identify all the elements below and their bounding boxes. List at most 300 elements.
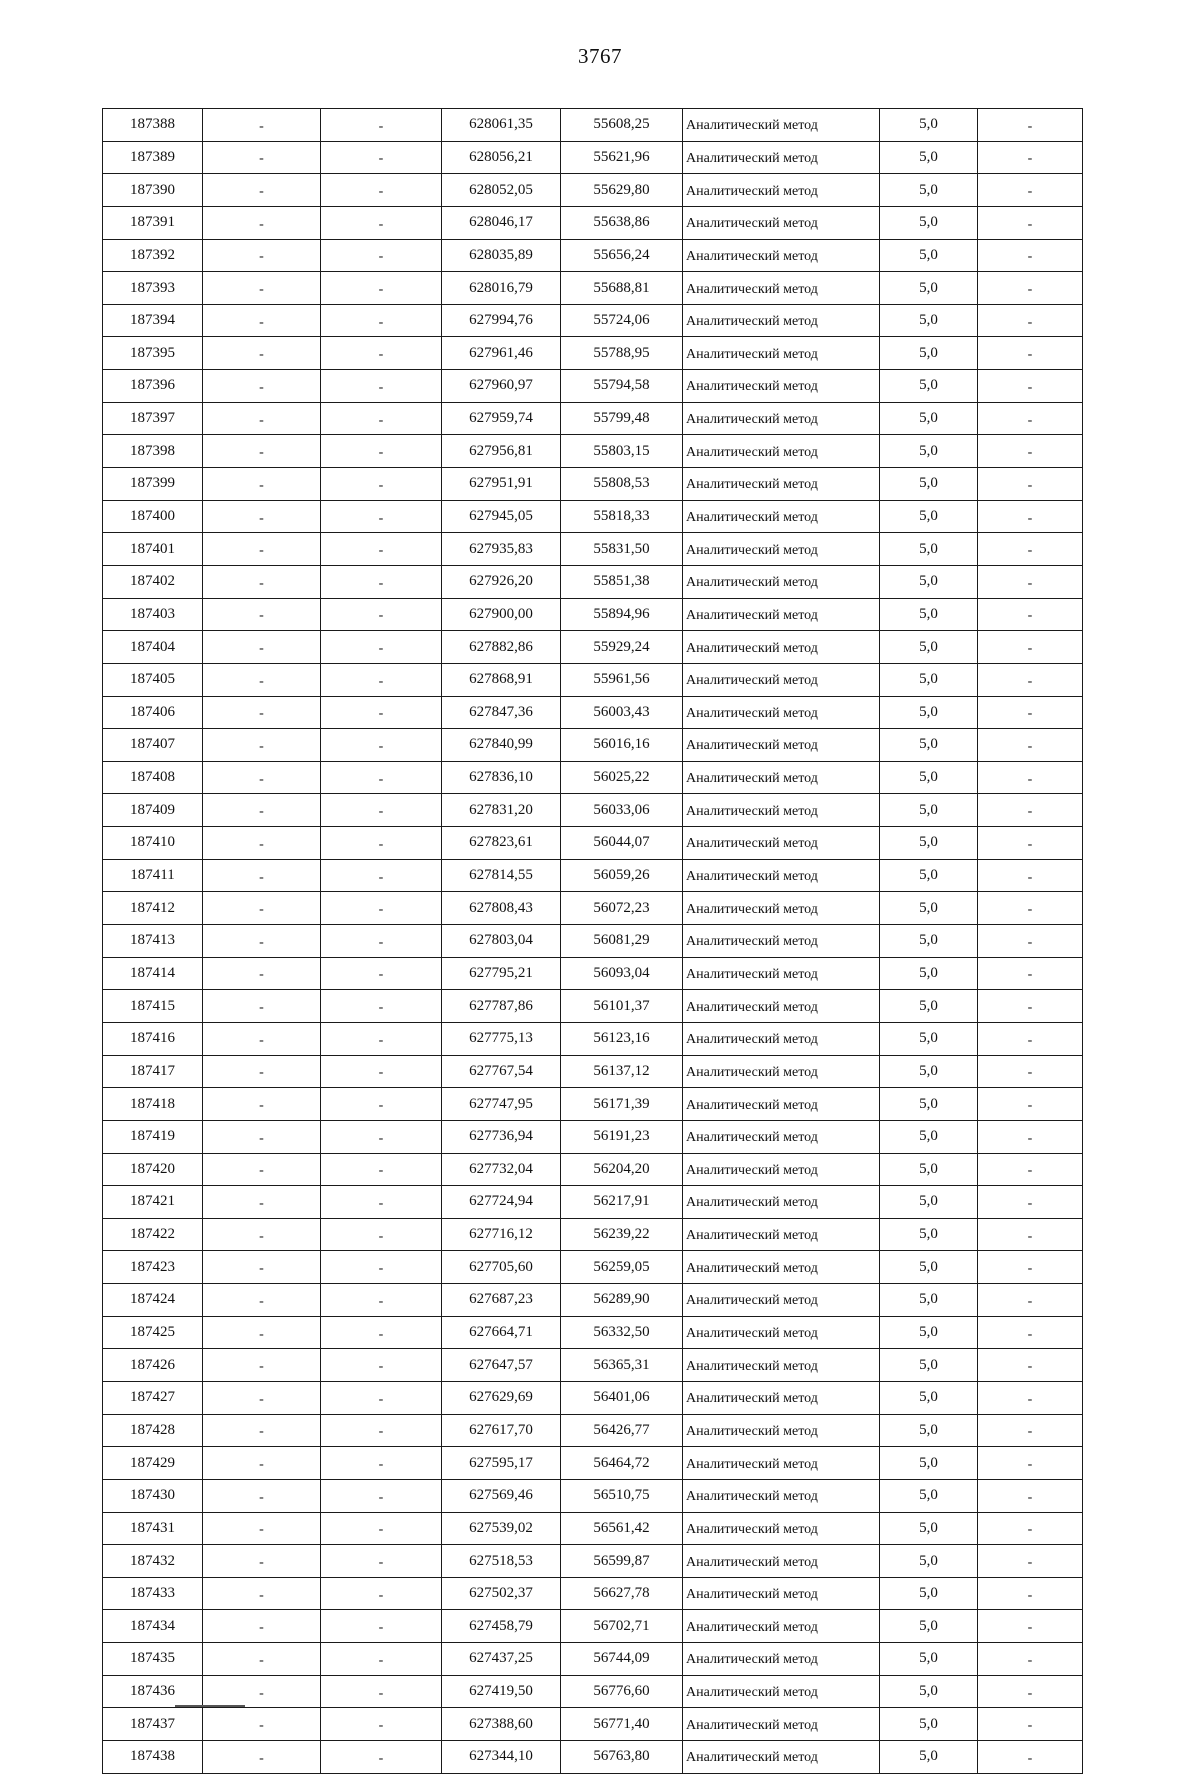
- empty-cell-c: -: [978, 1479, 1083, 1512]
- table-row: [103, 761, 1083, 794]
- x-coordinate-cell: 628056,21: [442, 141, 561, 174]
- empty-cell-b: -: [321, 1120, 442, 1153]
- empty-cell-c: -: [978, 1545, 1083, 1578]
- x-coordinate-cell: 627767,54: [442, 1055, 561, 1088]
- empty-cell-a: -: [203, 1545, 321, 1578]
- empty-cell-c: -: [978, 1741, 1083, 1774]
- empty-cell-c: -: [978, 631, 1083, 664]
- empty-cell-a: -: [203, 663, 321, 696]
- empty-cell-c: -: [978, 468, 1083, 501]
- empty-cell-b: -: [321, 1022, 442, 1055]
- accuracy-cell: 5,0: [880, 1153, 978, 1186]
- empty-cell-c: -: [978, 109, 1083, 142]
- x-coordinate-cell: 627419,50: [442, 1675, 561, 1708]
- x-coordinate-cell: 627787,86: [442, 990, 561, 1023]
- empty-cell-a: -: [203, 827, 321, 860]
- empty-cell-b: -: [321, 631, 442, 664]
- method-cell: Аналитический метод: [683, 1708, 880, 1741]
- point-number-cell: 187397: [103, 402, 203, 435]
- x-coordinate-cell: 627502,37: [442, 1577, 561, 1610]
- empty-cell-a: -: [203, 1186, 321, 1219]
- method-cell: Аналитический метод: [683, 696, 880, 729]
- table-row: [103, 1414, 1083, 1447]
- point-number-cell: 187408: [103, 761, 203, 794]
- table-row: [103, 565, 1083, 598]
- empty-cell-a: -: [203, 794, 321, 827]
- empty-cell-a: -: [203, 1610, 321, 1643]
- empty-cell-c: -: [978, 1284, 1083, 1317]
- x-coordinate-cell: 627951,91: [442, 468, 561, 501]
- table-row: [103, 1675, 1083, 1708]
- point-number-cell: 187393: [103, 272, 203, 305]
- method-cell: Аналитический метод: [683, 1022, 880, 1055]
- empty-cell-c: -: [978, 827, 1083, 860]
- point-number-cell: 187417: [103, 1055, 203, 1088]
- x-coordinate-cell: 627795,21: [442, 957, 561, 990]
- y-coordinate-cell: 56599,87: [561, 1545, 683, 1578]
- accuracy-cell: 5,0: [880, 1381, 978, 1414]
- table-row: [103, 696, 1083, 729]
- method-cell: Аналитический метод: [683, 206, 880, 239]
- accuracy-cell: 5,0: [880, 1186, 978, 1219]
- table-row: [103, 206, 1083, 239]
- empty-cell-c: -: [978, 925, 1083, 958]
- empty-cell-b: -: [321, 1153, 442, 1186]
- y-coordinate-cell: 55724,06: [561, 304, 683, 337]
- x-coordinate-cell: 627808,43: [442, 892, 561, 925]
- empty-cell-b: -: [321, 925, 442, 958]
- table-row: [103, 239, 1083, 272]
- empty-cell-b: -: [321, 1055, 442, 1088]
- table-row: [103, 957, 1083, 990]
- x-coordinate-cell: 627724,94: [442, 1186, 561, 1219]
- table-row: [103, 1088, 1083, 1121]
- point-number-cell: 187428: [103, 1414, 203, 1447]
- y-coordinate-cell: 55894,96: [561, 598, 683, 631]
- y-coordinate-cell: 55638,86: [561, 206, 683, 239]
- point-number-cell: 187418: [103, 1088, 203, 1121]
- method-cell: Аналитический метод: [683, 1545, 880, 1578]
- empty-cell-c: -: [978, 1577, 1083, 1610]
- method-cell: Аналитический метод: [683, 435, 880, 468]
- x-coordinate-cell: 627539,02: [442, 1512, 561, 1545]
- empty-cell-c: -: [978, 174, 1083, 207]
- y-coordinate-cell: 56033,06: [561, 794, 683, 827]
- table-row: [103, 1186, 1083, 1219]
- empty-cell-a: -: [203, 1284, 321, 1317]
- x-coordinate-cell: 627705,60: [442, 1251, 561, 1284]
- accuracy-cell: 5,0: [880, 859, 978, 892]
- y-coordinate-cell: 55818,33: [561, 500, 683, 533]
- table-row: [103, 631, 1083, 664]
- accuracy-cell: 5,0: [880, 696, 978, 729]
- empty-cell-c: -: [978, 272, 1083, 305]
- empty-cell-a: -: [203, 533, 321, 566]
- x-coordinate-cell: 627823,61: [442, 827, 561, 860]
- empty-cell-c: -: [978, 1088, 1083, 1121]
- empty-cell-c: -: [978, 1512, 1083, 1545]
- method-cell: Аналитический метод: [683, 892, 880, 925]
- empty-cell-a: -: [203, 141, 321, 174]
- empty-cell-c: -: [978, 1186, 1083, 1219]
- empty-cell-a: -: [203, 696, 321, 729]
- y-coordinate-cell: 55831,50: [561, 533, 683, 566]
- empty-cell-b: -: [321, 304, 442, 337]
- y-coordinate-cell: 56171,39: [561, 1088, 683, 1121]
- empty-cell-a: -: [203, 468, 321, 501]
- x-coordinate-cell: 627664,71: [442, 1316, 561, 1349]
- point-number-cell: 187406: [103, 696, 203, 729]
- x-coordinate-cell: 627847,36: [442, 696, 561, 729]
- x-coordinate-cell: 628046,17: [442, 206, 561, 239]
- accuracy-cell: 5,0: [880, 206, 978, 239]
- point-number-cell: 187427: [103, 1381, 203, 1414]
- method-cell: Аналитический метод: [683, 337, 880, 370]
- y-coordinate-cell: 55803,15: [561, 435, 683, 468]
- empty-cell-b: -: [321, 1284, 442, 1317]
- empty-cell-b: -: [321, 598, 442, 631]
- empty-cell-b: -: [321, 1088, 442, 1121]
- accuracy-cell: 5,0: [880, 794, 978, 827]
- y-coordinate-cell: 56239,22: [561, 1218, 683, 1251]
- empty-cell-b: -: [321, 1512, 442, 1545]
- method-cell: Аналитический метод: [683, 174, 880, 207]
- table-row: [103, 533, 1083, 566]
- empty-cell-a: -: [203, 1447, 321, 1480]
- y-coordinate-cell: 55851,38: [561, 565, 683, 598]
- empty-cell-b: -: [321, 206, 442, 239]
- method-cell: Аналитический метод: [683, 859, 880, 892]
- accuracy-cell: 5,0: [880, 239, 978, 272]
- scan-footer-mark: [175, 1705, 245, 1707]
- accuracy-cell: 5,0: [880, 304, 978, 337]
- x-coordinate-cell: 627945,05: [442, 500, 561, 533]
- table-row: [103, 370, 1083, 403]
- method-cell: Аналитический метод: [683, 402, 880, 435]
- method-cell: Аналитический метод: [683, 1643, 880, 1676]
- x-coordinate-cell: 627629,69: [442, 1381, 561, 1414]
- point-number-cell: 187389: [103, 141, 203, 174]
- empty-cell-c: -: [978, 1675, 1083, 1708]
- point-number-cell: 187414: [103, 957, 203, 990]
- x-coordinate-cell: 628035,89: [442, 239, 561, 272]
- method-cell: Аналитический метод: [683, 1675, 880, 1708]
- empty-cell-b: -: [321, 990, 442, 1023]
- empty-cell-c: -: [978, 1218, 1083, 1251]
- empty-cell-c: -: [978, 598, 1083, 631]
- empty-cell-a: -: [203, 174, 321, 207]
- empty-cell-b: -: [321, 435, 442, 468]
- table-row: [103, 1284, 1083, 1317]
- table-row: [103, 1381, 1083, 1414]
- accuracy-cell: 5,0: [880, 337, 978, 370]
- point-number-cell: 187425: [103, 1316, 203, 1349]
- table-row: [103, 1055, 1083, 1088]
- empty-cell-a: -: [203, 370, 321, 403]
- point-number-cell: 187433: [103, 1577, 203, 1610]
- y-coordinate-cell: 56289,90: [561, 1284, 683, 1317]
- empty-cell-c: -: [978, 239, 1083, 272]
- accuracy-cell: 5,0: [880, 500, 978, 533]
- method-cell: Аналитический метод: [683, 370, 880, 403]
- empty-cell-a: -: [203, 1643, 321, 1676]
- empty-cell-c: -: [978, 1153, 1083, 1186]
- empty-cell-b: -: [321, 1447, 442, 1480]
- empty-cell-a: -: [203, 1055, 321, 1088]
- accuracy-cell: 5,0: [880, 1218, 978, 1251]
- y-coordinate-cell: 56510,75: [561, 1479, 683, 1512]
- accuracy-cell: 5,0: [880, 1251, 978, 1284]
- x-coordinate-cell: 628052,05: [442, 174, 561, 207]
- y-coordinate-cell: 56365,31: [561, 1349, 683, 1382]
- method-cell: Аналитический метод: [683, 239, 880, 272]
- table-row: [103, 109, 1083, 142]
- empty-cell-c: -: [978, 1349, 1083, 1382]
- page-number: 3767: [578, 44, 622, 68]
- method-cell: Аналитический метод: [683, 1381, 880, 1414]
- x-coordinate-cell: 627935,83: [442, 533, 561, 566]
- x-coordinate-cell: 628016,79: [442, 272, 561, 305]
- accuracy-cell: 5,0: [880, 174, 978, 207]
- table-row: [103, 990, 1083, 1023]
- method-cell: Аналитический метод: [683, 272, 880, 305]
- method-cell: Аналитический метод: [683, 500, 880, 533]
- empty-cell-c: -: [978, 402, 1083, 435]
- y-coordinate-cell: 56627,78: [561, 1577, 683, 1610]
- x-coordinate-cell: 627900,00: [442, 598, 561, 631]
- empty-cell-a: -: [203, 337, 321, 370]
- empty-cell-a: -: [203, 1577, 321, 1610]
- empty-cell-a: -: [203, 1153, 321, 1186]
- empty-cell-b: -: [321, 1414, 442, 1447]
- point-number-cell: 187398: [103, 435, 203, 468]
- method-cell: Аналитический метод: [683, 598, 880, 631]
- empty-cell-a: -: [203, 598, 321, 631]
- table-row: [103, 435, 1083, 468]
- table-row: [103, 1251, 1083, 1284]
- method-cell: Аналитический метод: [683, 1284, 880, 1317]
- method-cell: Аналитический метод: [683, 1316, 880, 1349]
- method-cell: Аналитический метод: [683, 1349, 880, 1382]
- table-row: [103, 337, 1083, 370]
- empty-cell-c: -: [978, 370, 1083, 403]
- point-number-cell: 187438: [103, 1741, 203, 1774]
- method-cell: Аналитический метод: [683, 1120, 880, 1153]
- table-row: [103, 892, 1083, 925]
- empty-cell-a: -: [203, 1349, 321, 1382]
- y-coordinate-cell: 56259,05: [561, 1251, 683, 1284]
- point-number-cell: 187426: [103, 1349, 203, 1382]
- empty-cell-a: -: [203, 304, 321, 337]
- y-coordinate-cell: 56744,09: [561, 1643, 683, 1676]
- method-cell: Аналитический метод: [683, 1414, 880, 1447]
- x-coordinate-cell: 627344,10: [442, 1741, 561, 1774]
- empty-cell-b: -: [321, 729, 442, 762]
- y-coordinate-cell: 55788,95: [561, 337, 683, 370]
- table-row: [103, 827, 1083, 860]
- y-coordinate-cell: 55794,58: [561, 370, 683, 403]
- y-coordinate-cell: 56204,20: [561, 1153, 683, 1186]
- coordinates-table: [102, 108, 1083, 1774]
- y-coordinate-cell: 56702,71: [561, 1610, 683, 1643]
- table-row: [103, 1708, 1083, 1741]
- empty-cell-a: -: [203, 1675, 321, 1708]
- point-number-cell: 187421: [103, 1186, 203, 1219]
- table-row: [103, 1545, 1083, 1578]
- y-coordinate-cell: 56016,16: [561, 729, 683, 762]
- method-cell: Аналитический метод: [683, 533, 880, 566]
- accuracy-cell: 5,0: [880, 1284, 978, 1317]
- x-coordinate-cell: 627437,25: [442, 1643, 561, 1676]
- method-cell: Аналитический метод: [683, 1186, 880, 1219]
- coordinates-table-body: [103, 109, 1083, 1774]
- empty-cell-a: -: [203, 957, 321, 990]
- y-coordinate-cell: 56763,80: [561, 1741, 683, 1774]
- accuracy-cell: 5,0: [880, 1055, 978, 1088]
- method-cell: Аналитический метод: [683, 794, 880, 827]
- x-coordinate-cell: 627458,79: [442, 1610, 561, 1643]
- empty-cell-b: -: [321, 957, 442, 990]
- table-row: [103, 663, 1083, 696]
- empty-cell-c: -: [978, 990, 1083, 1023]
- empty-cell-a: -: [203, 1381, 321, 1414]
- table-row: [103, 859, 1083, 892]
- x-coordinate-cell: 627595,17: [442, 1447, 561, 1480]
- method-cell: Аналитический метод: [683, 468, 880, 501]
- x-coordinate-cell: 627736,94: [442, 1120, 561, 1153]
- y-coordinate-cell: 56081,29: [561, 925, 683, 958]
- method-cell: Аналитический метод: [683, 1447, 880, 1480]
- accuracy-cell: 5,0: [880, 109, 978, 142]
- table-row: [103, 1512, 1083, 1545]
- empty-cell-b: -: [321, 1479, 442, 1512]
- empty-cell-a: -: [203, 565, 321, 598]
- accuracy-cell: 5,0: [880, 729, 978, 762]
- table-row: [103, 794, 1083, 827]
- empty-cell-b: -: [321, 1741, 442, 1774]
- empty-cell-c: -: [978, 1610, 1083, 1643]
- y-coordinate-cell: 56101,37: [561, 990, 683, 1023]
- y-coordinate-cell: 55799,48: [561, 402, 683, 435]
- point-number-cell: 187403: [103, 598, 203, 631]
- empty-cell-c: -: [978, 1120, 1083, 1153]
- y-coordinate-cell: 56123,16: [561, 1022, 683, 1055]
- x-coordinate-cell: 627994,76: [442, 304, 561, 337]
- empty-cell-a: -: [203, 402, 321, 435]
- empty-cell-a: -: [203, 109, 321, 142]
- point-number-cell: 187404: [103, 631, 203, 664]
- accuracy-cell: 5,0: [880, 533, 978, 566]
- method-cell: Аналитический метод: [683, 1610, 880, 1643]
- empty-cell-c: -: [978, 533, 1083, 566]
- empty-cell-b: -: [321, 1643, 442, 1676]
- x-coordinate-cell: 627868,91: [442, 663, 561, 696]
- point-number-cell: 187395: [103, 337, 203, 370]
- empty-cell-a: -: [203, 239, 321, 272]
- empty-cell-a: -: [203, 1708, 321, 1741]
- point-number-cell: 187401: [103, 533, 203, 566]
- table-row: [103, 729, 1083, 762]
- empty-cell-b: -: [321, 761, 442, 794]
- empty-cell-c: -: [978, 206, 1083, 239]
- x-coordinate-cell: 627388,60: [442, 1708, 561, 1741]
- y-coordinate-cell: 56464,72: [561, 1447, 683, 1480]
- table-row: [103, 272, 1083, 305]
- method-cell: Аналитический метод: [683, 663, 880, 696]
- accuracy-cell: 5,0: [880, 141, 978, 174]
- y-coordinate-cell: 56137,12: [561, 1055, 683, 1088]
- method-cell: Аналитический метод: [683, 631, 880, 664]
- point-number-cell: 187423: [103, 1251, 203, 1284]
- point-number-cell: 187407: [103, 729, 203, 762]
- x-coordinate-cell: 627840,99: [442, 729, 561, 762]
- point-number-cell: 187411: [103, 859, 203, 892]
- empty-cell-b: -: [321, 1708, 442, 1741]
- accuracy-cell: 5,0: [880, 1643, 978, 1676]
- y-coordinate-cell: 56217,91: [561, 1186, 683, 1219]
- empty-cell-a: -: [203, 1218, 321, 1251]
- method-cell: Аналитический метод: [683, 109, 880, 142]
- accuracy-cell: 5,0: [880, 663, 978, 696]
- empty-cell-c: -: [978, 337, 1083, 370]
- table-row: [103, 1577, 1083, 1610]
- method-cell: Аналитический метод: [683, 1153, 880, 1186]
- empty-cell-a: -: [203, 859, 321, 892]
- accuracy-cell: 5,0: [880, 957, 978, 990]
- table-row: [103, 1349, 1083, 1382]
- accuracy-cell: 5,0: [880, 631, 978, 664]
- empty-cell-a: -: [203, 631, 321, 664]
- accuracy-cell: 5,0: [880, 1610, 978, 1643]
- table-row: [103, 1479, 1083, 1512]
- y-coordinate-cell: 56059,26: [561, 859, 683, 892]
- empty-cell-b: -: [321, 1186, 442, 1219]
- point-number-cell: 187399: [103, 468, 203, 501]
- empty-cell-a: -: [203, 761, 321, 794]
- empty-cell-c: -: [978, 892, 1083, 925]
- point-number-cell: 187430: [103, 1479, 203, 1512]
- x-coordinate-cell: 627882,86: [442, 631, 561, 664]
- empty-cell-c: -: [978, 761, 1083, 794]
- empty-cell-c: -: [978, 1708, 1083, 1741]
- empty-cell-b: -: [321, 337, 442, 370]
- table-row: [103, 304, 1083, 337]
- empty-cell-c: -: [978, 500, 1083, 533]
- empty-cell-b: -: [321, 141, 442, 174]
- empty-cell-b: -: [321, 565, 442, 598]
- x-coordinate-cell: 627747,95: [442, 1088, 561, 1121]
- point-number-cell: 187432: [103, 1545, 203, 1578]
- y-coordinate-cell: 55961,56: [561, 663, 683, 696]
- empty-cell-b: -: [321, 1316, 442, 1349]
- x-coordinate-cell: 627961,46: [442, 337, 561, 370]
- empty-cell-a: -: [203, 729, 321, 762]
- empty-cell-c: -: [978, 1447, 1083, 1480]
- x-coordinate-cell: 628061,35: [442, 109, 561, 142]
- y-coordinate-cell: 56025,22: [561, 761, 683, 794]
- point-number-cell: 187392: [103, 239, 203, 272]
- point-number-cell: 187402: [103, 565, 203, 598]
- y-coordinate-cell: 55929,24: [561, 631, 683, 664]
- empty-cell-c: -: [978, 141, 1083, 174]
- point-number-cell: 187405: [103, 663, 203, 696]
- empty-cell-a: -: [203, 1022, 321, 1055]
- accuracy-cell: 5,0: [880, 1708, 978, 1741]
- method-cell: Аналитический метод: [683, 565, 880, 598]
- point-number-cell: 187431: [103, 1512, 203, 1545]
- x-coordinate-cell: 627716,12: [442, 1218, 561, 1251]
- empty-cell-b: -: [321, 1218, 442, 1251]
